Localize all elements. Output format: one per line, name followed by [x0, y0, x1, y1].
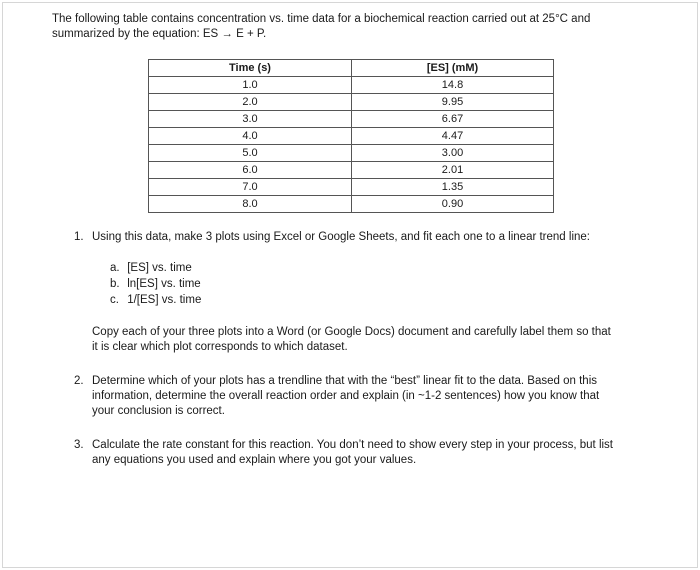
table-row [149, 77, 554, 94]
question-3-line-2: any equations you used and explain where you got your values. [92, 454, 417, 466]
note-line-2: it is clear which plot corresponds to which dataset. [92, 341, 348, 353]
list-item-text: 1/[ES] vs. time [127, 294, 202, 306]
intro-line-2: summarized by the equation: ES → E + P. [52, 28, 267, 40]
list-item-text: ln[ES] vs. time [127, 278, 201, 290]
table-row [149, 162, 554, 179]
concentration-cell: 3.00 [352, 145, 554, 162]
question-2-number: 2. [74, 375, 84, 387]
plot-list [110, 261, 201, 309]
question-2-text [92, 374, 647, 419]
table-header-row [149, 60, 554, 77]
list-item-letter: b. [110, 278, 120, 290]
concentration-cell: 9.95 [352, 94, 554, 111]
table-row [149, 111, 554, 128]
header-concentration: [ES] (mM) [352, 60, 554, 77]
concentration-cell: 0.90 [352, 196, 554, 213]
question-3-number: 3. [74, 439, 84, 451]
time-cell: 3.0 [149, 111, 352, 128]
time-cell: 1.0 [149, 77, 352, 94]
intro-line-1: The following table contains concentration vs. time data for a biochemical reaction carried out at 25°C and [52, 13, 591, 25]
question-3-line-1: Calculate the rate constant for this reaction. You don’t need to show every step in your process, but list [92, 439, 613, 451]
time-cell: 5.0 [149, 145, 352, 162]
table-row [149, 94, 554, 111]
table-row [149, 179, 554, 196]
table-row [149, 145, 554, 162]
concentration-cell: 1.35 [352, 179, 554, 196]
concentration-cell: 6.67 [352, 111, 554, 128]
question-1-note [92, 325, 652, 355]
question-1-text: Using this data, make 3 plots using Excel or Google Sheets, and fit each one to a linear trend line: [92, 231, 590, 243]
question-2-line-2: information, determine the overall reaction order and explain (in ~1-2 sentences) how you know that [92, 390, 600, 402]
time-cell: 8.0 [149, 196, 352, 213]
list-item-letter: c. [110, 294, 119, 306]
time-cell: 6.0 [149, 162, 352, 179]
table-row [149, 196, 554, 213]
list-item [110, 261, 201, 277]
concentration-cell: 4.47 [352, 128, 554, 145]
intro-paragraph [52, 12, 652, 42]
header-time: Time (s) [149, 60, 352, 77]
concentration-cell: 2.01 [352, 162, 554, 179]
question-2-line-1: Determine which of your plots has a trendline that with the “best” linear fit to the data. Based on this [92, 375, 597, 387]
concentration-cell: 14.8 [352, 77, 554, 94]
table-row [149, 128, 554, 145]
concentration-time-table [148, 59, 554, 213]
question-2-line-3: your conclusion is correct. [92, 405, 225, 417]
list-item-text: [ES] vs. time [127, 262, 192, 274]
list-item-letter: a. [110, 262, 120, 274]
note-line-1: Copy each of your three plots into a Word (or Google Docs) document and carefully label them so that [92, 326, 611, 338]
time-cell: 4.0 [149, 128, 352, 145]
time-cell: 2.0 [149, 94, 352, 111]
list-item [110, 293, 201, 309]
list-item [110, 277, 201, 293]
time-cell: 7.0 [149, 179, 352, 196]
question-1-number: 1. [74, 231, 84, 243]
question-3-text [92, 438, 650, 468]
